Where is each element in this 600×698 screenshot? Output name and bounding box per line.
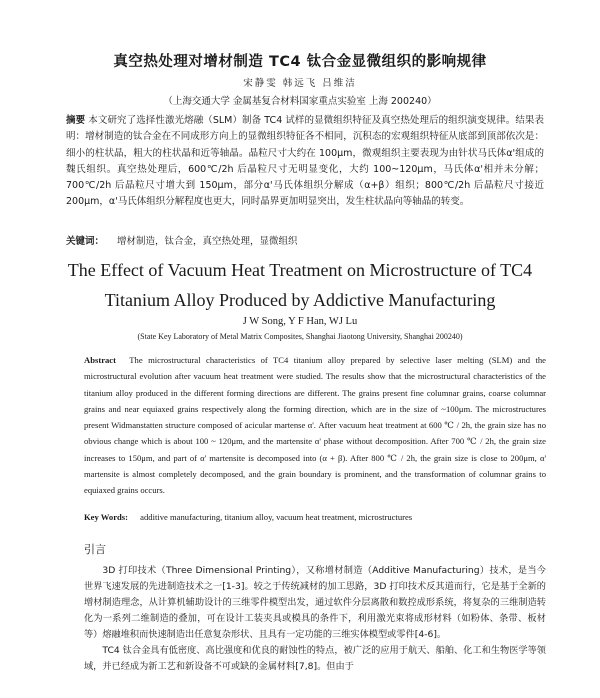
chinese-keywords <box>66 233 544 247</box>
chinese-title: 真空热处理对增材制造 TC4 钛合金显微组织的影响规律 <box>113 54 487 70</box>
english-keywords-text: additive manufacturing, titanium alloy, vacuum heat treatment, microstructures <box>140 512 413 522</box>
english-abstract-label: Abstract <box>84 355 116 365</box>
chinese-abstract <box>66 113 544 211</box>
english-authors: J W Song, Y F Han, WJ Lu <box>242 316 358 327</box>
english-title-line-2: Titanium Alloy Produced by Addictive Manufacturing <box>104 290 496 310</box>
chinese-abstract-label: 摘要 <box>66 115 86 126</box>
chinese-affiliation: （上海交通大学 金属基复合材料国家重点实验室 上海 200240） <box>163 96 437 107</box>
english-affiliation: (State Key Laboratory of Metal Matrix Composites, Shanghai Jiaotong University, Shanghai 200240) <box>137 332 463 341</box>
introduction-paragraph-1: 3D 打印技术（Three Dimensional Printing），又称增材制造（Additive Manufacturing）技术，是当今世界飞速发展的先进制造技术之一[1-3]。较之于传统减材的加工思路，3D 打印技术反其道而行，它是基于全新的增材制造理念，从计算机辅助设计的三维零件模型出发，通过软件分层离散和数控成形系统，将复杂的三维制造转化为一系列二维制造的叠加，可在设计工装夹具或模具的条件下，利用激光束将成形材料（如粉体、条带、板材等）熔融堆积而快速制造出任意复杂形状、且具有一定功能的三维实体模型或零件[4-6]。 <box>84 565 546 640</box>
introduction-paragraph-2: TC4 钛合金具有低密度、高比强度和优良的耐蚀性的特点，被广泛的应用于航天、船舶、化工和生物医学等领域，并已经成为新工艺和新设备不可或缺的金属材料[7,8]。但由于 <box>84 645 546 672</box>
chinese-keywords-label: 关键词： <box>66 236 105 247</box>
introduction-heading: 引言 <box>84 543 106 556</box>
introduction-body <box>84 563 546 675</box>
chinese-abstract-text: 本文研究了选择性激光熔融（SLM）制备 TC4 试样的显微组织特征及真空热处理后的组织演变规律。结果表明：增材制造的钛合金在不同成形方向上的显微组织特征各不相同，沉积态的宏观组织特征从底部到顶部依次是：细小的柱状晶，粗大的柱状晶和近等轴晶。晶粒尺寸大约在 100μm，微观组织主要表现为由针状马氏体α'组成的魏氏组织。真空热处理后，600℃/2h 后晶粒尺寸无明显变化，大约 100~120μm，马氏体α'相并未分解；700℃/2h 后晶粒尺寸增大到 150μm，部分α'马氏体组织分解成（α+β）组织；800℃/2h 后晶粒尺寸接近 200μm，α'马氏体组织分解程度也更大，同时晶界更加明显突出，发生柱状晶向等轴晶的转变。 <box>66 115 544 208</box>
chinese-authors: 宋静雯 韩远飞 吕维洁 <box>243 78 357 89</box>
english-title-line-1: The Effect of Vacuum Heat Treatment on Microstructure of TC4 <box>67 260 533 280</box>
chinese-keywords-text: 增材制造，钛合金，真空热处理，显微组织 <box>117 236 298 247</box>
english-keywords-label: Key Words: <box>84 512 129 522</box>
english-keywords <box>84 512 546 522</box>
english-abstract <box>84 352 546 499</box>
english-abstract-text: The microstructural characteristics of TC4 titanium alloy prepared by selective laser melting (SLM) and the microstructural evolution after vacuum heat treatment were studied. The results show that the microstructural characteristics of the titanium alloy produced in the different forming directions are different. The grains present fine columnar grains, coarse columnar grains and near equiaxed grains respectively along the forming direction, which are in the size of ~100μm. The microstructures present Widmanstatten structure composed of acicular martense α'. After vacuum heat treatment at 600 ℃ / 2h, the grain size has no obvious change which is about 100 ~ 120μm, and the martensite α' phase without decomposition. After 700 ℃ / 2h, the grain size increases to 150μm, and part of α' martensite is decomposed into (α + β). After 800 ℃ / 2h, the grain size is close to 200μm, α' martensite is almost completely decomposed, and the grain boundary is prominent, and the transformation of columnar grains to equiaxed grains occurs. <box>84 355 547 496</box>
